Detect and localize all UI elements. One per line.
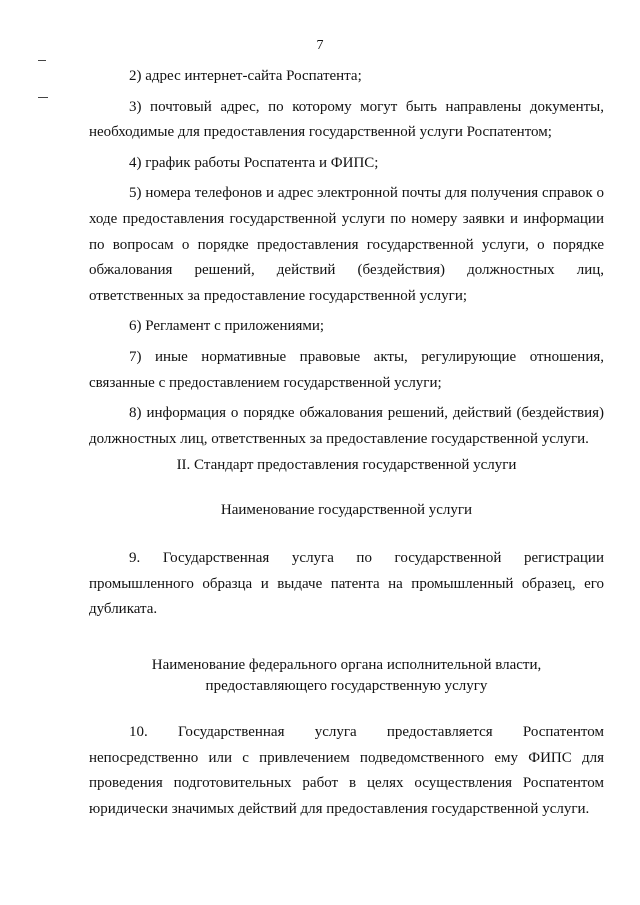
list-item: 5) номера телефонов и адрес электронной почты для получения справок о ходе предоставления государственной услуги по номеру заявки и информации по вопросам о порядке предоставления государственной услуги, о порядке обжалования решений, действий (бездействия) должностных лиц, ответственных за предоставление государственной услуги; xyxy=(89,185,604,304)
paragraph: 9. Государственная услуга по государственной регистрации промышленного образца и выдаче патента на промышленный образец, его дубликата. xyxy=(89,550,604,618)
list-item: 6) Регламент с приложениями; xyxy=(129,318,325,335)
subheading: Наименование государственной услуги xyxy=(220,502,473,518)
section-title: II. Стандарт предоставления государственной услуги xyxy=(176,457,517,473)
subheading: Наименование федерального органа исполнительной власти, xyxy=(151,657,542,673)
paragraph-block xyxy=(89,546,604,628)
list-item: 3) почтовый адрес, по которому могут быть направлены документы, необходимые для предоставления государственной услуги Роспатентом; xyxy=(89,98,604,141)
page-number: 7 xyxy=(316,38,324,53)
scan-mark xyxy=(38,97,48,98)
enumerated-list xyxy=(89,64,604,457)
list-item: 2) адрес интернет-сайта Роспатента; xyxy=(129,68,362,84)
list-item: 7) иные нормативные правовые акты, регулирующие отношения, связанные с предоставлением государственной услуги; xyxy=(89,348,604,391)
paragraph-block xyxy=(89,720,604,827)
list-item: 4) график работы Роспатента и ФИПС; xyxy=(129,154,379,171)
list-item: 8) информация о порядке обжалования решений, действий (бездействия) должностных лиц, ответственных за предоставление государственной услуги. xyxy=(89,405,604,447)
subheading: предоставляющего государственную услугу xyxy=(205,678,488,694)
scan-mark xyxy=(38,60,46,61)
paragraph: 10. Государственная услуга предоставляется Роспатентом непосредственно или с привлечением подведомственного ему ФИПС для проведения подготовительных работ в целях осуществления Роспатентом юридически значимых действий для предоставления государственной услуги. xyxy=(89,724,604,817)
